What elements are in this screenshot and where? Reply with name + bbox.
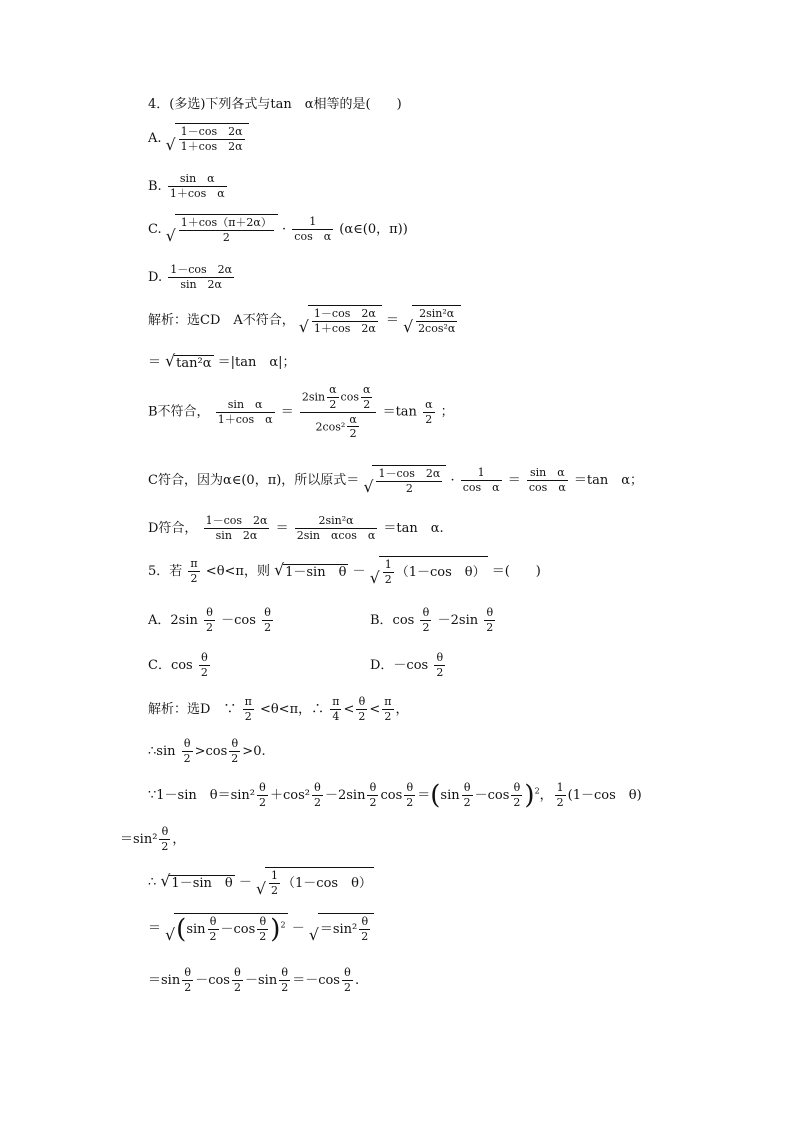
q4-option-d: D. $\frac{1-\cos 2\alpha}{\sin 2\alpha}$	[148, 263, 233, 291]
sol5-line-1: 解析：选D ∵ $\frac{\pi}{2}$ <θ<π，∴ $\frac{\pi}{4}$ < $\frac{\theta}{2}$ < $\frac{\pi}{2}$ ，	[148, 695, 409, 723]
q4-option-a: A. √ $\frac{1-\cos 2\alpha}{1+\cos 2\alpha}$	[148, 123, 249, 154]
q4-option-b: B. $\frac{\text{sin α}}{\text{1＋cos α}}$	[148, 172, 225, 200]
q4-stem: 4．(多选)下列各式与tan α相等的是( )	[148, 97, 402, 112]
q5-option-a: A．2sin $\frac{\theta}{2}$ －cos $\frac{\theta}{2}$	[148, 606, 272, 634]
sol4-line-5: D符合， $\frac{1-\cos 2\alpha}{\sin 2\alpha}$ ＝ $\frac{\text{2sin²α}}{\text{2sin αcos α}}$ ＝tan α.	[148, 514, 444, 542]
sol4-line-2: ＝ √ tan²α ＝|tan α|；	[148, 352, 296, 371]
sol5-line-4: ＝sin² $\frac{\theta}{2}$ ，	[120, 825, 186, 853]
sol5-line-3: ∵1－sin θ＝sin² $\frac{\theta}{2}$ ＋cos² $\frac{\theta}{2}$ －2sin $\frac{\theta}{2}$ cos $\frac{\theta}{2}$ ＝(sin $\frac{\theta}{2}$ －cos $\frac{\theta}{2}$ )$^2$， $\frac{1}{2}$ (1－cos θ)	[148, 780, 642, 811]
sol5-line-6: ＝ √ (sin $\frac{\theta}{2}$ －cos $\frac{\theta}{2}$ )$^2$ － √ ＝sin² $\frac{\theta}{2}$	[148, 913, 374, 944]
sol5-line-5: ∴ √ 1－sin θ － √ $\frac{1}{2}$ （1－cos θ）	[148, 869, 372, 898]
q5-option-d: D．－cos $\frac{\theta}{2}$	[370, 651, 444, 679]
sol5-line-7: ＝sin $\frac{\theta}{2}$ －cos $\frac{\theta}{2}$ －sin $\frac{\theta}{2}$ ＝－cos $\frac{\theta}{2}$ .	[148, 966, 360, 994]
sol5-line-2: ∴sin $\frac{\theta}{2}$ >cos $\frac{\theta}{2}$ >0.	[148, 737, 266, 765]
sol4-line-4: C符合，因为α∈(0，π)，所以原式＝ √ $\frac{1-\cos 2\alpha}{2}$ · $\frac{1}{\text{cos α}}$ ＝ $\frac{\text{sin α}}{\text{cos α}}$ ＝tan α；	[148, 466, 644, 496]
q5-option-c: C．cos $\frac{\theta}{2}$	[148, 651, 208, 679]
q5-stem: 5．若 $\frac{\pi}{2}$ <θ<π，则 √ 1－sin θ － √ $\frac{1}{2}$ （1－cos θ） ＝( )	[148, 557, 541, 587]
option-label: C.	[148, 221, 162, 237]
sol4-line-1: 解析：选CD A不符合， √ $\frac{1-\cos 2\alpha}{1+\cos 2\alpha}$ ＝ √ $\frac{\text{2sin²α}}{\text{2cos²α}}$	[148, 305, 461, 336]
q4-option-c: C. √ $\frac{1+\cos(\pi+2\alpha)}{2}$ · $\frac{1}{\text{cos α}}$ (α∈(0，π))	[148, 215, 408, 245]
option-label: B.	[148, 178, 162, 194]
option-label: A.	[148, 130, 162, 146]
q5-option-b: B．cos $\frac{\theta}{2}$ －2sin $\frac{\theta}{2}$	[370, 606, 494, 634]
sol4-line-3: B不符合， $\frac{\text{sin α}}{\text{1＋cos α}}$ ＝ 2sin $\frac{\alpha}{2}$ cos $\frac{\alpha}{2}$ 2cos² $\frac{\alpha}{2}$ ＝tan $\frac{\alpha}{2}$ ；	[148, 383, 454, 441]
option-label: D.	[148, 269, 163, 285]
